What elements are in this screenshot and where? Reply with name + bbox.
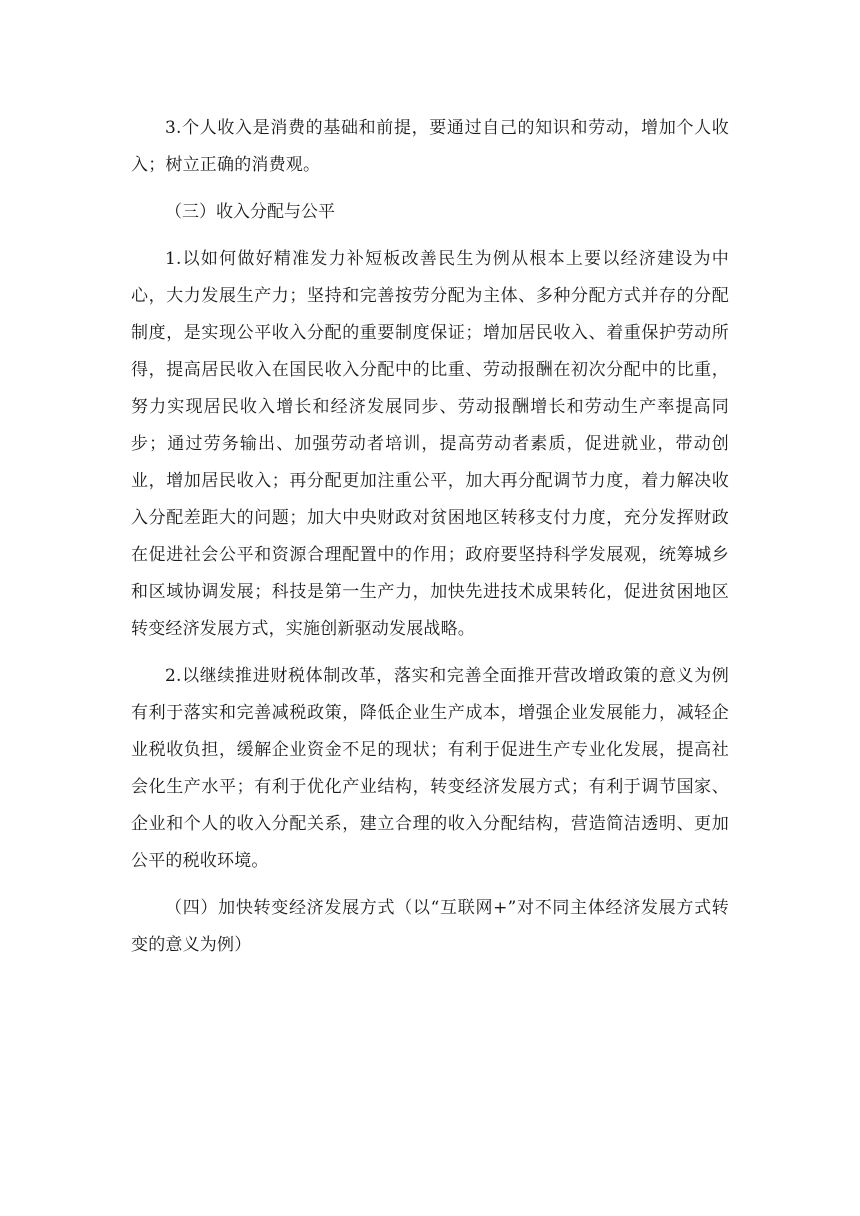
spacer (131, 648, 729, 658)
spacer (131, 231, 729, 241)
section-heading-economic-development: （四）加快转变经济发展方式（以“互联网+”对不同主体经济发展方式转变的意义为例） (131, 898, 729, 955)
document-body (131, 110, 729, 964)
section-heading-income-distribution: （三）收入分配与公平 (165, 202, 335, 222)
spacer (131, 184, 729, 194)
paragraph-precision-poverty: 1.以如何做好精准发力补短板改善民生为例从根本上要以经济建设为中心，大力发展生产力；坚持和完善按劳分配为主体、多种分配方式并存的分配制度，是实现公平收入分配的重要制度保证；增加居民收入、着重保护劳动所得，提高居民收入在国民收入分配中的比重、劳动报酬在初次分配中的比重，努力实现居民收入增长和经济发展同步、劳动报酬增长和劳动生产率提高同步；通过劳务输出、加强劳动者培训，提高劳动者素质，促进就业，带动创业，增加居民收入；再分配更加注重公平，加大再分配调节力度，着力解决收入分配差距大的问题；加大中央财政对贫困地区转移支付力度，充分发挥财政在促进社会公平和资源合理配置中的作用；政府要坚持科学发展观，统筹城乡和区域协调发展；科技是第一生产力，加快先进技术成果转化，促进贫困地区转变经济发展方式，实施创新驱动发展战略。 (131, 249, 729, 639)
spacer (131, 880, 729, 890)
paragraph-tax-reform: 2.以继续推进财税体制改革，落实和完善全面推开营改增政策的意义为例有利于落实和完善减税政策，降低企业生产成本，增强企业发展能力，减轻企业税收负担，缓解企业资金不足的现状；有利于促进生产专业化发展，提高社会化生产水平；有利于优化产业结构，转变经济发展方式；有利于调节国家、企业和个人的收入分配关系，建立合理的收入分配结构，营造简洁透明、更加公平的税收环境。 (131, 666, 729, 871)
paragraph-personal-income: 3.个人收入是消费的基础和前提，要通过自己的知识和劳动，增加个人收入；树立正确的消费观。 (131, 118, 729, 175)
